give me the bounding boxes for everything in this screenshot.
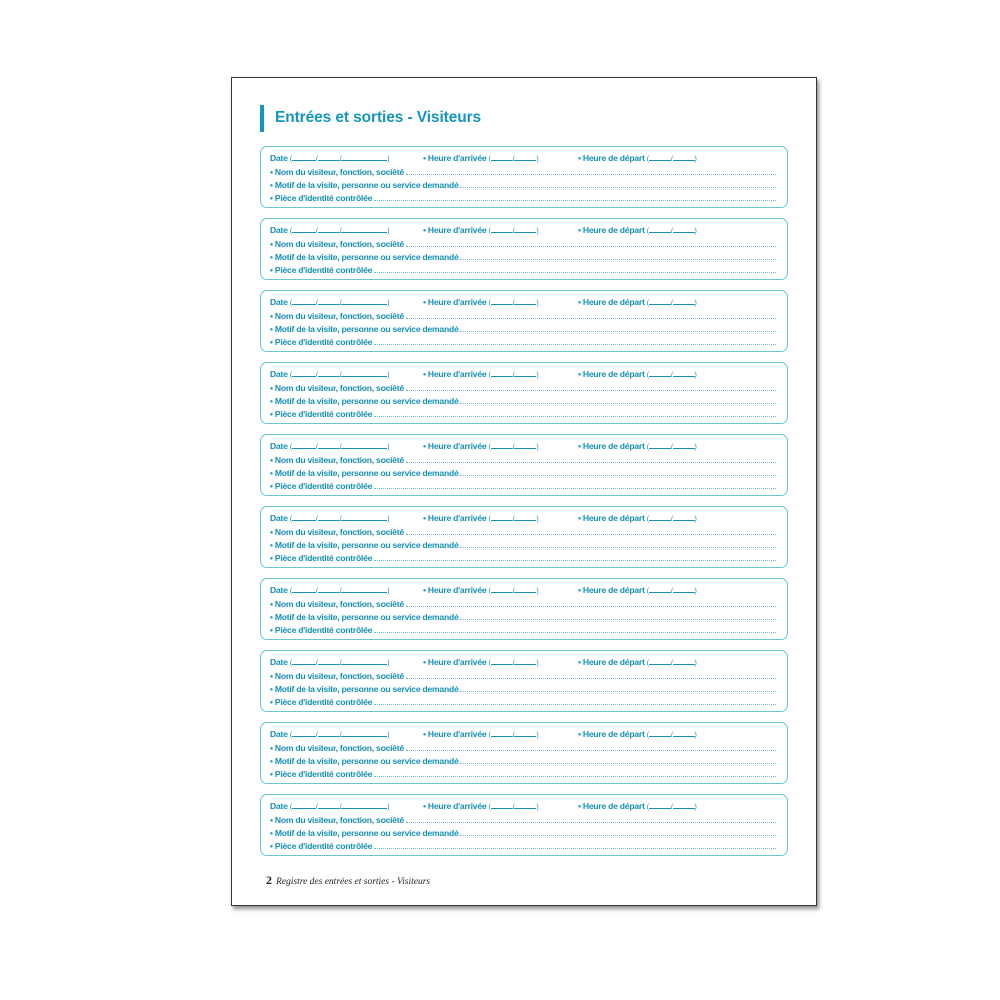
visit-reason-field[interactable] (270, 755, 776, 766)
id-checked-field[interactable] (270, 624, 776, 635)
visitor-entry (260, 506, 788, 568)
arrival-time-field[interactable]: • Heure d'arrivée ( / ) (423, 153, 539, 163)
date-label: Date (270, 297, 288, 307)
departure-label: • Heure de départ (578, 153, 645, 163)
time-row (270, 152, 777, 164)
date-label: Date (270, 153, 288, 163)
visitor-entry (260, 146, 788, 208)
visitor-name-field[interactable] (270, 238, 776, 249)
time-row (270, 800, 777, 812)
arrival-label: • Heure d'arrivée (423, 297, 487, 307)
reason-label: • Motif de la visite, personne ou service demandé (270, 540, 459, 550)
dotted-line (374, 416, 776, 417)
id-checked-label: • Pièce d'identité contrôlée (270, 553, 373, 563)
departure-label: • Heure de départ (578, 441, 645, 451)
date-field[interactable]: Date ( / / ) (270, 585, 390, 595)
arrival-label: • Heure d'arrivée (423, 153, 487, 163)
date-field[interactable]: Date ( / / ) (270, 801, 390, 811)
departure-time-field[interactable]: • Heure de départ ( / ) (578, 441, 697, 451)
arrival-time-field[interactable]: • Heure d'arrivée ( / ) (423, 585, 539, 595)
visitor-name-field[interactable] (270, 310, 776, 321)
visitor-entries (260, 146, 788, 866)
arrival-label: • Heure d'arrivée (423, 225, 487, 235)
date-field[interactable]: Date ( / / ) (270, 729, 390, 739)
id-checked-field[interactable] (270, 696, 776, 707)
departure-time-field[interactable]: • Heure de départ ( / ) (578, 225, 697, 235)
departure-label: • Heure de départ (578, 369, 645, 379)
departure-time-field[interactable]: • Heure de départ ( / ) (578, 585, 697, 595)
date-label: Date (270, 441, 288, 451)
date-label: Date (270, 801, 288, 811)
arrival-time-field[interactable]: • Heure d'arrivée ( / ) (423, 225, 539, 235)
visit-reason-field[interactable] (270, 179, 776, 190)
time-row (270, 440, 777, 452)
id-checked-field[interactable] (270, 264, 776, 275)
id-checked-label: • Pièce d'identité contrôlée (270, 697, 373, 707)
arrival-time-field[interactable]: • Heure d'arrivée ( / ) (423, 441, 539, 451)
date-field[interactable]: Date ( / / ) (270, 153, 390, 163)
arrival-label: • Heure d'arrivée (423, 729, 487, 739)
id-checked-label: • Pièce d'identité contrôlée (270, 409, 373, 419)
dotted-line (406, 246, 776, 247)
visit-reason-field[interactable] (270, 539, 776, 550)
dotted-line (406, 174, 776, 175)
dotted-line (460, 835, 776, 836)
dotted-line (374, 632, 776, 633)
dotted-line (374, 200, 776, 201)
dotted-line (406, 678, 776, 679)
dotted-line (406, 534, 776, 535)
dotted-line (460, 763, 776, 764)
arrival-label: • Heure d'arrivée (423, 369, 487, 379)
reason-label: • Motif de la visite, personne ou service demandé (270, 468, 459, 478)
dotted-line (406, 318, 776, 319)
dotted-line (406, 462, 776, 463)
register-page (231, 77, 817, 906)
visitor-name-field[interactable] (270, 166, 776, 177)
arrival-label: • Heure d'arrivée (423, 657, 487, 667)
visitor-label: • Nom du visiteur, fonction, société (270, 455, 404, 465)
dotted-line (406, 390, 776, 391)
id-checked-field[interactable] (270, 336, 776, 347)
reason-label: • Motif de la visite, personne ou service demandé (270, 324, 459, 334)
departure-time-field[interactable]: • Heure de départ ( / ) (578, 153, 697, 163)
dotted-line (460, 259, 776, 260)
visitor-entry (260, 794, 788, 856)
dotted-line (460, 403, 776, 404)
title-accent-bar (260, 105, 264, 132)
time-row (270, 296, 777, 308)
id-checked-label: • Pièce d'identité contrôlée (270, 625, 373, 635)
visitor-name-field[interactable] (270, 814, 776, 825)
id-checked-field[interactable] (270, 552, 776, 563)
page-number: 2 (266, 873, 272, 887)
departure-time-field[interactable]: • Heure de départ ( / ) (578, 513, 697, 523)
arrival-label: • Heure d'arrivée (423, 801, 487, 811)
departure-label: • Heure de départ (578, 225, 645, 235)
dotted-line (460, 691, 776, 692)
id-checked-field[interactable] (270, 840, 776, 851)
visit-reason-field[interactable] (270, 467, 776, 478)
dotted-line (374, 848, 776, 849)
id-checked-label: • Pièce d'identité contrôlée (270, 769, 373, 779)
dotted-line (374, 776, 776, 777)
visitor-entry (260, 650, 788, 712)
visitor-entry (260, 722, 788, 784)
visitor-entry (260, 578, 788, 640)
time-row (270, 368, 777, 380)
dotted-line (460, 331, 776, 332)
visitor-entry (260, 434, 788, 496)
visitor-name-field[interactable] (270, 670, 776, 681)
date-field[interactable]: Date ( / / ) (270, 441, 390, 451)
visitor-name-field[interactable] (270, 742, 776, 753)
date-label: Date (270, 657, 288, 667)
date-field[interactable]: Date ( / / ) (270, 225, 390, 235)
visitor-label: • Nom du visiteur, fonction, société (270, 743, 404, 753)
departure-label: • Heure de départ (578, 513, 645, 523)
time-row (270, 512, 777, 524)
dotted-line (406, 606, 776, 607)
visitor-label: • Nom du visiteur, fonction, société (270, 239, 404, 249)
id-checked-label: • Pièce d'identité contrôlée (270, 265, 373, 275)
time-row (270, 728, 777, 740)
arrival-time-field[interactable]: • Heure d'arrivée ( / ) (423, 657, 539, 667)
visitor-label: • Nom du visiteur, fonction, société (270, 815, 404, 825)
departure-time-field[interactable]: • Heure de départ ( / ) (578, 369, 697, 379)
visitor-label: • Nom du visiteur, fonction, société (270, 311, 404, 321)
visitor-label: • Nom du visiteur, fonction, société (270, 671, 404, 681)
visit-reason-field[interactable] (270, 683, 776, 694)
reason-label: • Motif de la visite, personne ou service demandé (270, 828, 459, 838)
departure-time-field[interactable]: • Heure de départ ( / ) (578, 657, 697, 667)
dotted-line (374, 344, 776, 345)
dotted-line (374, 488, 776, 489)
time-row (270, 656, 777, 668)
visit-reason-field[interactable] (270, 611, 776, 622)
visit-reason-field[interactable] (270, 827, 776, 838)
reason-label: • Motif de la visite, personne ou service demandé (270, 684, 459, 694)
date-field[interactable]: Date ( / / ) (270, 369, 390, 379)
id-checked-field[interactable] (270, 408, 776, 419)
arrival-time-field[interactable]: • Heure d'arrivée ( / ) (423, 729, 539, 739)
visitor-name-field[interactable] (270, 454, 776, 465)
departure-label: • Heure de départ (578, 657, 645, 667)
date-label: Date (270, 369, 288, 379)
reason-label: • Motif de la visite, personne ou service demandé (270, 612, 459, 622)
visitor-label: • Nom du visiteur, fonction, société (270, 383, 404, 393)
footer-text: Registre des entrées et sorties - Visiteurs (276, 877, 431, 887)
reason-label: • Motif de la visite, personne ou service demandé (270, 180, 459, 190)
arrival-label: • Heure d'arrivée (423, 441, 487, 451)
id-checked-field[interactable] (270, 480, 776, 491)
reason-label: • Motif de la visite, personne ou service demandé (270, 396, 459, 406)
dotted-line (460, 475, 776, 476)
departure-time-field[interactable]: • Heure de départ ( / ) (578, 729, 697, 739)
arrival-time-field[interactable]: • Heure d'arrivée ( / ) (423, 801, 539, 811)
dotted-line (460, 187, 776, 188)
dotted-line (374, 272, 776, 273)
arrival-time-field[interactable]: • Heure d'arrivée ( / ) (423, 369, 539, 379)
date-label: Date (270, 729, 288, 739)
visit-reason-field[interactable] (270, 251, 776, 262)
departure-label: • Heure de départ (578, 585, 645, 595)
id-checked-label: • Pièce d'identité contrôlée (270, 841, 373, 851)
dotted-line (406, 750, 776, 751)
departure-label: • Heure de départ (578, 297, 645, 307)
visitor-label: • Nom du visiteur, fonction, société (270, 599, 404, 609)
visitor-label: • Nom du visiteur, fonction, société (270, 167, 404, 177)
departure-label: • Heure de départ (578, 801, 645, 811)
date-field[interactable]: Date ( / / ) (270, 513, 390, 523)
time-row (270, 584, 777, 596)
arrival-time-field[interactable]: • Heure d'arrivée ( / ) (423, 513, 539, 523)
date-field[interactable]: Date ( / / ) (270, 657, 390, 667)
date-label: Date (270, 585, 288, 595)
visitor-name-field[interactable] (270, 526, 776, 537)
visitor-entry (260, 218, 788, 280)
visitor-name-field[interactable] (270, 598, 776, 609)
id-checked-field[interactable] (270, 192, 776, 203)
id-checked-label: • Pièce d'identité contrôlée (270, 481, 373, 491)
visit-reason-field[interactable] (270, 395, 776, 406)
date-label: Date (270, 225, 288, 235)
departure-time-field[interactable]: • Heure de départ ( / ) (578, 297, 697, 307)
page-footer (266, 873, 430, 888)
reason-label: • Motif de la visite, personne ou service demandé (270, 756, 459, 766)
id-checked-label: • Pièce d'identité contrôlée (270, 337, 373, 347)
time-row (270, 224, 777, 236)
dotted-line (460, 619, 776, 620)
visitor-entry (260, 290, 788, 352)
visitor-entry (260, 362, 788, 424)
visitor-label: • Nom du visiteur, fonction, société (270, 527, 404, 537)
page-title: Entrées et sorties - Visiteurs (275, 109, 482, 126)
reason-label: • Motif de la visite, personne ou service demandé (270, 252, 459, 262)
departure-label: • Heure de départ (578, 729, 645, 739)
dotted-line (406, 822, 776, 823)
departure-time-field[interactable]: • Heure de départ ( / ) (578, 801, 697, 811)
date-field[interactable]: Date ( / / ) (270, 297, 390, 307)
dotted-line (374, 560, 776, 561)
visitor-name-field[interactable] (270, 382, 776, 393)
id-checked-label: • Pièce d'identité contrôlée (270, 193, 373, 203)
dotted-line (374, 704, 776, 705)
arrival-label: • Heure d'arrivée (423, 513, 487, 523)
id-checked-field[interactable] (270, 768, 776, 779)
date-label: Date (270, 513, 288, 523)
dotted-line (460, 547, 776, 548)
arrival-label: • Heure d'arrivée (423, 585, 487, 595)
arrival-time-field[interactable]: • Heure d'arrivée ( / ) (423, 297, 539, 307)
visit-reason-field[interactable] (270, 323, 776, 334)
